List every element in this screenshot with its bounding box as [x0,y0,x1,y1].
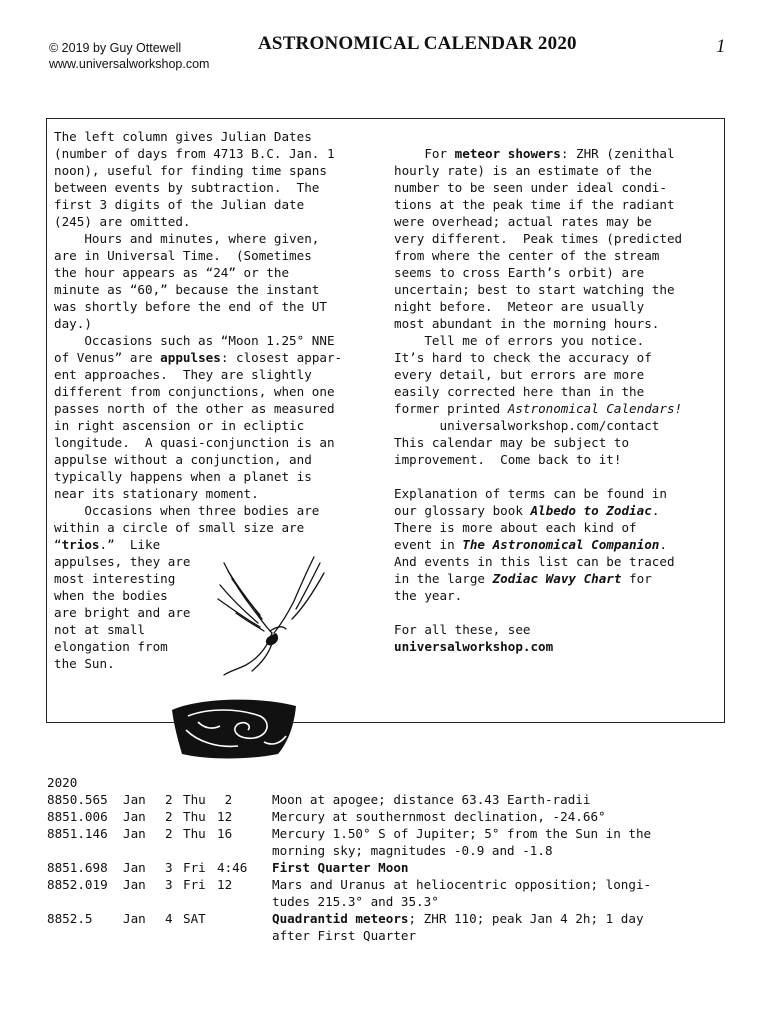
meteor-line-1: : ZHR (zenithal [560,146,675,161]
event-description [272,808,606,825]
left-line: passes north of the other as measured [54,401,335,416]
month: Jan [123,792,146,807]
left-line: not at small [54,622,145,637]
punct: . [651,503,660,518]
meteor-showers-term: meteor showers [454,146,561,161]
event-text: Moon at apogee; distance 63.43 Earth-radii [272,792,591,807]
website-line: www.universalworkshop.com [49,57,210,71]
right-line: for [621,571,652,586]
left-line: are bright and are [54,605,191,620]
defined-term: trios [61,537,100,552]
former-title: Astronomical Calendars! [507,401,683,416]
day: 3 [165,860,173,875]
left-line: minute as “60,” because the instant [54,282,320,297]
left-line: typically happens when a planet is [54,469,312,484]
left-line: near its stationary moment. [54,486,259,501]
left-line: appulse without a conjunction, and [54,452,312,467]
weekday: Fri [183,860,206,875]
weekday: Thu [183,826,206,841]
page-title: ASTRONOMICAL CALENDAR 2020 [258,33,577,54]
left-line: different from conjunctions, when one [54,384,335,399]
right-line: from where the center of the stream [394,248,660,263]
julian-date: 8851.698 [47,860,108,875]
weekday: Thu [183,792,206,807]
left-line: Hours and minutes, where given, [54,231,320,246]
wavy-chart-title: Zodiac Wavy Chart [492,571,622,586]
day: 2 [165,792,173,807]
event-description [272,876,651,893]
left-line: are in Universal Time. (Sometimes [54,248,312,263]
left-line: of Venus” are appulses: closest appar- [54,350,343,365]
punct: . [659,537,667,552]
right-line: night before. Meteor are usually [394,299,645,314]
julian-date: 8850.565 [47,792,108,807]
right-column-text [394,128,682,655]
right-line: This calendar may be subject to [394,435,630,450]
event-text: Mercury at southernmost declination, -24.66° [272,809,606,824]
right-line: tions at the peak time if the radiant [394,197,675,212]
left-line: appulses, they are [54,554,191,569]
left-line: (245) are omitted. [54,214,191,229]
day: 2 [165,826,173,841]
right-line: were overhead; actual rates may be [394,214,652,229]
julian-date: 8852.019 [47,877,108,892]
julian-date: 8851.146 [47,826,108,841]
event-text: Mars and Uranus at heliocentric opposition; longi- [272,877,652,892]
copyright-line: © 2019 by Guy Ottewell [49,41,182,55]
day: 3 [165,877,173,892]
year-heading: 2020 [47,775,78,790]
weekday: Fri [183,877,206,892]
left-line: Occasions when three bodies are [54,503,320,518]
event-description [272,842,553,859]
left-line: The left column gives Julian Dates [54,129,312,144]
left-line: in right ascension or in ecliptic [54,418,305,433]
left-line: between events by subtraction. The [54,180,320,195]
event-description [272,927,416,944]
companion-book-title: The Astronomical Companion [462,537,660,552]
left-line: “trios.” Like [54,537,161,552]
copyright-block [49,40,209,72]
right-line: For all these, see [394,622,531,637]
meteor-intro: For [394,146,455,161]
event-description [272,825,651,842]
left-line: when the bodies [54,588,168,603]
site-link[interactable]: universalworkshop.com [394,639,554,654]
left-line: day.) [54,316,92,331]
left-line: the Sun. [54,656,115,671]
event-text: tudes 215.3° and 35.3° [272,894,439,909]
right-line: And events in this list can be traced [394,554,675,569]
left-line: within a circle of small size are [54,520,305,535]
event-text: ; ZHR 110; peak Jan 4 2h; 1 day [408,911,644,926]
flying-bird-illustration-icon [214,553,334,683]
time: 4:46 [217,860,248,875]
right-line: Tell me of errors you notice. [394,333,645,348]
event-description [272,910,644,927]
weekday: Thu [183,809,206,824]
day: 2 [165,809,173,824]
day: 4 [165,911,173,926]
event-description [272,893,439,910]
right-line: former printed [394,401,508,416]
decorative-swirl-ornament-icon [168,696,300,762]
contact-link[interactable]: universalworkshop.com/contact [394,418,660,433]
right-line: event in [394,537,463,552]
event-highlight: Quadrantid meteors [272,911,409,926]
right-line: easily corrected here than in the [394,384,645,399]
right-line: There is more about each kind of [394,520,637,535]
left-line: Occasions such as “Moon 1.25° NNE [54,333,335,348]
right-line: hourly rate) is an estimate of the [394,163,652,178]
event-description [272,791,590,808]
left-line: (number of days from 4713 B.C. Jan. 1 [54,146,335,161]
left-line: noon), useful for finding time spans [54,163,327,178]
left-line: first 3 digits of the Julian date [54,197,305,212]
left-line: elongation from [54,639,168,654]
left-line: was shortly before the end of the UT [54,299,327,314]
right-line: uncertain; best to start watching the [394,282,675,297]
julian-date: 8851.006 [47,809,108,824]
event-text: Mercury 1.50° S of Jupiter; 5° from the Sun in the [272,826,652,841]
right-line: improvement. Come back to it! [394,452,622,467]
right-line: seems to cross Earth’s orbit) are [394,265,645,280]
time: 2 [224,792,233,807]
right-line: our glossary book [394,503,531,518]
right-line: every detail, but errors are more [394,367,645,382]
page-number: 1 [716,36,726,57]
right-line: in the large [394,571,493,586]
month: Jan [123,860,146,875]
right-line: Explanation of terms can be found in [394,486,667,501]
julian-date: 8852.5 [47,911,93,926]
right-line: very different. Peak times (predicted [394,231,683,246]
event-text: after First Quarter [272,928,417,943]
left-line: ent approaches. They are slightly [54,367,312,382]
right-line: most abundant in the morning hours. [394,316,660,331]
defined-term: appulses [160,350,221,365]
left-line: longitude. A quasi-conjunction is an [54,435,335,450]
left-line: most interesting [54,571,176,586]
left-line: the hour appears as “24” or the [54,265,290,280]
month: Jan [123,809,146,824]
right-line: It’s hard to check the accuracy of [394,350,652,365]
right-line: number to be seen under ideal condi- [394,180,667,195]
event-highlight: First Quarter Moon [272,860,409,875]
event-text: morning sky; magnitudes -0.9 and -1.8 [272,843,553,858]
time: 12 [217,877,233,892]
glossary-book-title: Albedo to Zodiac [530,503,652,518]
event-description [272,859,408,876]
month: Jan [123,826,146,841]
time: 12 [217,809,233,824]
month: Jan [123,877,146,892]
month: Jan [123,911,146,926]
right-line: the year. [394,588,463,603]
time: 16 [217,826,233,841]
weekday: SAT [183,911,206,926]
